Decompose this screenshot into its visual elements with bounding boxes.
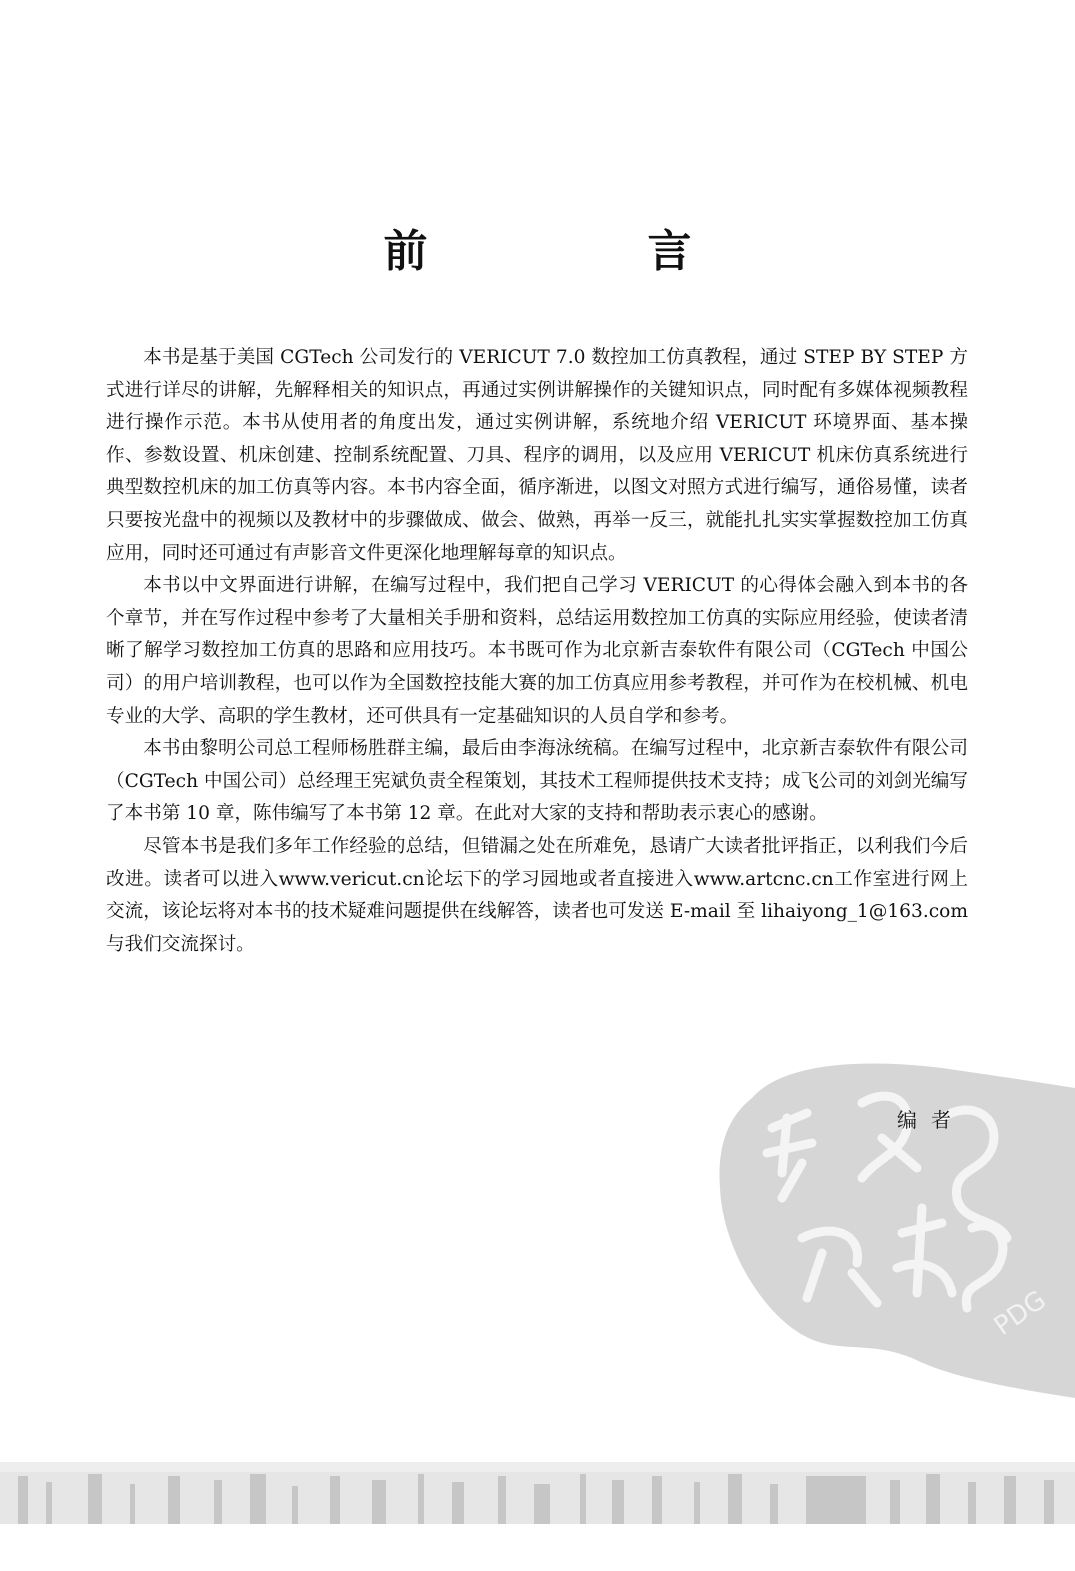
paragraph: 本书以中文界面进行讲解，在编写过程中，我们把自己学习 VERICUT 的心得体会融入到本书的各个章节，并在写作过程中参考了大量相关手册和资料，总结运用数控加工仿真的实际应用经验，使读者清晰了解学习数控加工仿真的思路和应用技巧。本书既可作为北京新吉泰软件有限公司（CGTech 中国公司）的用户培训教程，也可以作为全国数控技能大赛的加工仿真应用参考教程，并可作为在校机械、机电专业的大学、高职的学生教材，还可供具有一定基础知识的人员自学和参考。: [106, 575, 968, 727]
paragraph: 本书是基于美国 CGTech 公司发行的 VERICUT 7.0 数控加工仿真教程，通过 STEP BY STEP 方式进行详尽的讲解，先解释相关的知识点，再通过实例讲解操作的关键知识点，同时配有多媒体视频教程进行操作示范。本书从使用者的角度出发，通过实例讲解，系统地介绍 VERICUT 环境界面、基本操作、参数设置、机床创建、控制系统配置、刀具、程序的调用，以及应用 VERICUT 机床仿真系统进行典型数控机床的加工仿真等内容。本书内容全面，循序渐进，以图文对照方式进行编写，通俗易懂，读者只要按光盘中的视频以及教材中的步骤做成、做会、做熟，再举一反三，就能扎扎实实掌握数控加工仿真应用，同时还可通过有声影音文件更深化地理解每章的知识点。: [106, 347, 968, 564]
signature: 编者: [897, 1108, 965, 1132]
paragraph: 本书由黎明公司总工程师杨胜群主编，最后由李海泳统稿。在编写过程中，北京新吉泰软件有限公司（CGTech 中国公司）总经理王宪斌负责全程策划，其技术工程师提供技术支持；成飞公司的刘剑光编写了本书第 10 章，陈伟编写了本书第 12 章。在此对大家的支持和帮助表示衷心的感谢。: [106, 738, 968, 825]
scan-noise-band: [0, 1462, 1075, 1524]
pdg-seal-watermark: [712, 1058, 1075, 1398]
watermark-label: PDG: [988, 1285, 1052, 1342]
paragraph: 尽管本书是我们多年工作经验的总结，但错漏之处在所难免，恳请广大读者批评指正，以利我们今后改进。读者可以进入www.vericut.cn论坛下的学习园地或者直接进入www.artcnc.cn工作室进行网上交流，该论坛将对本书的技术疑难问题提供在线解答，读者也可发送 E-mail 至 lihaiyong_1@163.com 与我们交流探讨。: [106, 835, 968, 955]
preface-body: [106, 342, 968, 961]
page-title: 前 言: [383, 226, 780, 277]
